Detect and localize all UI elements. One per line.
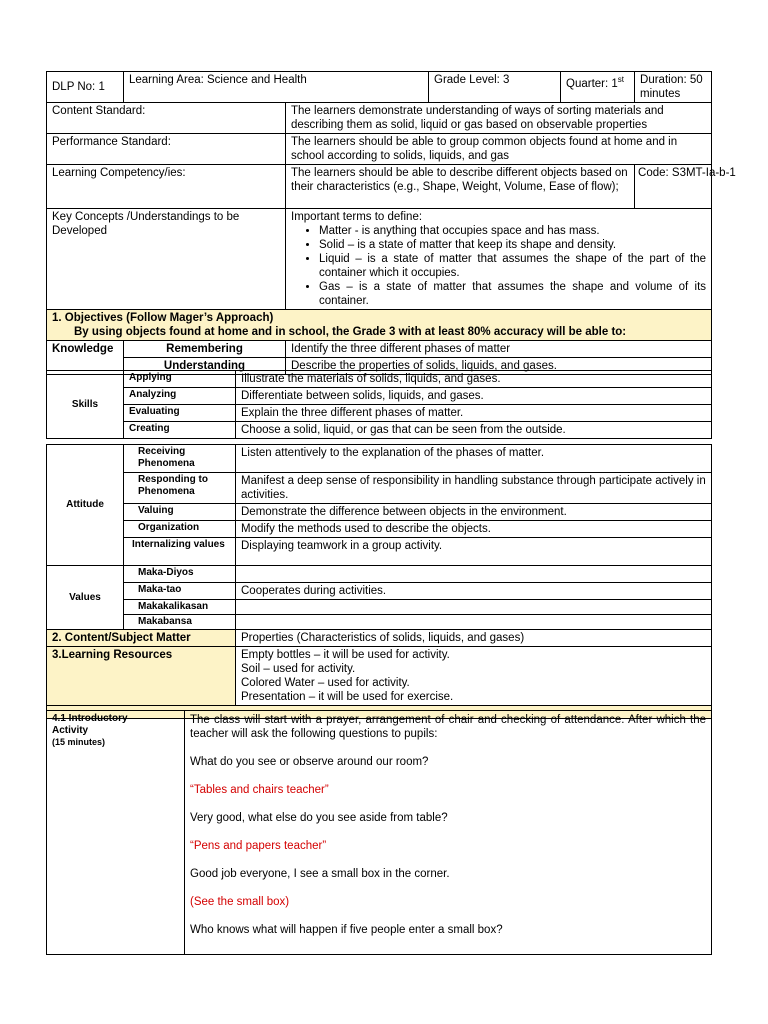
skills-level: Applying [124, 371, 236, 388]
intro-line-answer: “Tables and chairs teacher” [190, 784, 329, 796]
content-standard-label: Content Standard: [47, 103, 286, 134]
attitude-level: Internalizing values [124, 538, 236, 566]
competency-label: Learning Competency/ies: [47, 165, 286, 209]
grade-level: Grade Level: 3 [429, 72, 561, 103]
duration: Duration: 50 minutes [635, 72, 712, 103]
knowledge-text-understanding: Describe the properties of solids, liquids, and gases. [286, 358, 712, 375]
list-item: • Solid – is a state of matter that keep its shape and density. [319, 238, 706, 252]
attitude-text: Manifest a deep sense of responsibility in handling substance through participate actively in activities. [236, 473, 712, 504]
list-item: Soil – used for activity. [241, 663, 356, 675]
intro-line: The class will start with a prayer, arrangement of chair and checking of attendance. After which the teacher will ask the following questions to pupils: [190, 714, 706, 740]
knowledge-level-understanding: Understanding [124, 358, 286, 375]
attitude-text: Demonstrate the difference between objects in the environment. [236, 504, 712, 521]
intro-line-answer: (See the small box) [190, 896, 290, 908]
attitude-label: Attitude [47, 445, 124, 566]
attitude-level: Receiving Phenomena [124, 445, 236, 473]
quarter: Quarter: 1st [561, 72, 635, 103]
intro-line: Who knows what will happen if five people enter a small box? [190, 924, 503, 936]
attitude-level: Valuing [124, 504, 236, 521]
introductory-activity-table [46, 710, 712, 955]
performance-standard-text: The learners should be able to group common objects found at home and in school according to solids, liquids, and gas [286, 134, 712, 165]
skills-level: Creating [124, 422, 236, 439]
lesson-plan-main-table [46, 71, 736, 375]
key-concepts-intro: Important terms to define: [291, 211, 423, 223]
key-concepts-content [286, 209, 712, 310]
values-level: Makabansa [124, 615, 236, 630]
values-text [236, 615, 712, 630]
values-level: Maka-Diyos [124, 566, 236, 583]
learning-resources-list [236, 647, 712, 706]
values-text [236, 600, 712, 615]
intro-line-answer: “Pens and papers teacher” [190, 840, 327, 852]
list-item: • Liquid – is a state of matter that assumes the shape of the part of the container which it occupies. [319, 252, 706, 280]
competency-text: The learners should be able to describe different objects based on their characteristics (e.g., Shape, Weight, Volume, Ease of flow); [286, 165, 635, 209]
key-concepts-list [291, 224, 706, 308]
attitude-text: Modify the methods used to describe the objects. [236, 521, 712, 538]
values-level: Makakalikasan [124, 600, 236, 615]
intro-activity-label: 4.1 Introductory Activity [52, 713, 128, 736]
values-label: Values [47, 566, 124, 630]
list-item: Presentation – it will be used for exercise. [241, 691, 454, 703]
list-item: Empty bottles – it will be used for activity. [241, 649, 450, 661]
intro-line: What do you see or observe around our room? [190, 756, 429, 768]
objectives-header [47, 310, 712, 341]
attitude-level: Organization [124, 521, 236, 538]
attitude-text: Listen attentively to the explanation of the phases of matter. [236, 445, 712, 473]
intro-line: Good job everyone, I see a small box in the corner. [190, 868, 450, 880]
intro-line: Very good, what else do you see aside from table? [190, 812, 448, 824]
list-item: Colored Water – used for activity. [241, 677, 410, 689]
dlp-number: DLP No: 1 [47, 72, 124, 103]
attitude-values-table [46, 444, 712, 719]
skills-level: Evaluating [124, 405, 236, 422]
intro-activity-label-cell [47, 711, 185, 955]
objectives-title: 1. Objectives (Follow Mager’s Approach) [52, 312, 274, 324]
values-text: Cooperates during activities. [236, 583, 712, 600]
learning-resources-label: 3.Learning Resources [47, 647, 236, 706]
intro-activity-duration: (15 minutes) [52, 737, 106, 747]
skills-text: Differentiate between solids, liquids, and gases. [236, 388, 712, 405]
values-level: Maka-tao [124, 583, 236, 600]
skills-text: Explain the three different phases of matter. [236, 405, 712, 422]
knowledge-label: Knowledge [47, 341, 124, 375]
attitude-level: Responding to Phenomena [124, 473, 236, 504]
values-text [236, 566, 712, 583]
learning-area: Learning Area: Science and Health [124, 72, 429, 103]
skills-level: Analyzing [124, 388, 236, 405]
content-subject-text: Properties (Characteristics of solids, liquids, and gases) [236, 630, 712, 647]
list-item: • Gas – is a state of matter that assumes the shape and volume of its container. [319, 280, 706, 308]
content-subject-label: 2. Content/Subject Matter [47, 630, 236, 647]
knowledge-text-remembering: Identify the three different phases of matter [286, 341, 712, 358]
skills-label: Skills [47, 371, 124, 439]
key-concepts-label: Key Concepts /Understandings to be Developed [47, 209, 286, 310]
intro-activity-content [185, 711, 712, 955]
performance-standard-label: Performance Standard: [47, 134, 286, 165]
attitude-text: Displaying teamwork in a group activity. [236, 538, 712, 566]
skills-table [46, 370, 712, 439]
list-item: • Matter - is anything that occupies space and has mass. [319, 224, 706, 238]
skills-text: Illustrate the materials of solids, liquids, and gases. [236, 371, 712, 388]
content-standard-text: The learners demonstrate understanding of ways of sorting materials and describing them as solid, liquid or gas based on observable properties [286, 103, 712, 134]
objectives-subtitle: By using objects found at home and in school, the Grade 3 with at least 80% accuracy will be able to: [74, 326, 627, 338]
skills-text: Choose a solid, liquid, or gas that can be seen from the outside. [236, 422, 712, 439]
knowledge-level-remembering: Remembering [124, 341, 286, 358]
competency-code: Code: S3MT-Ia-b-1 [635, 165, 712, 209]
